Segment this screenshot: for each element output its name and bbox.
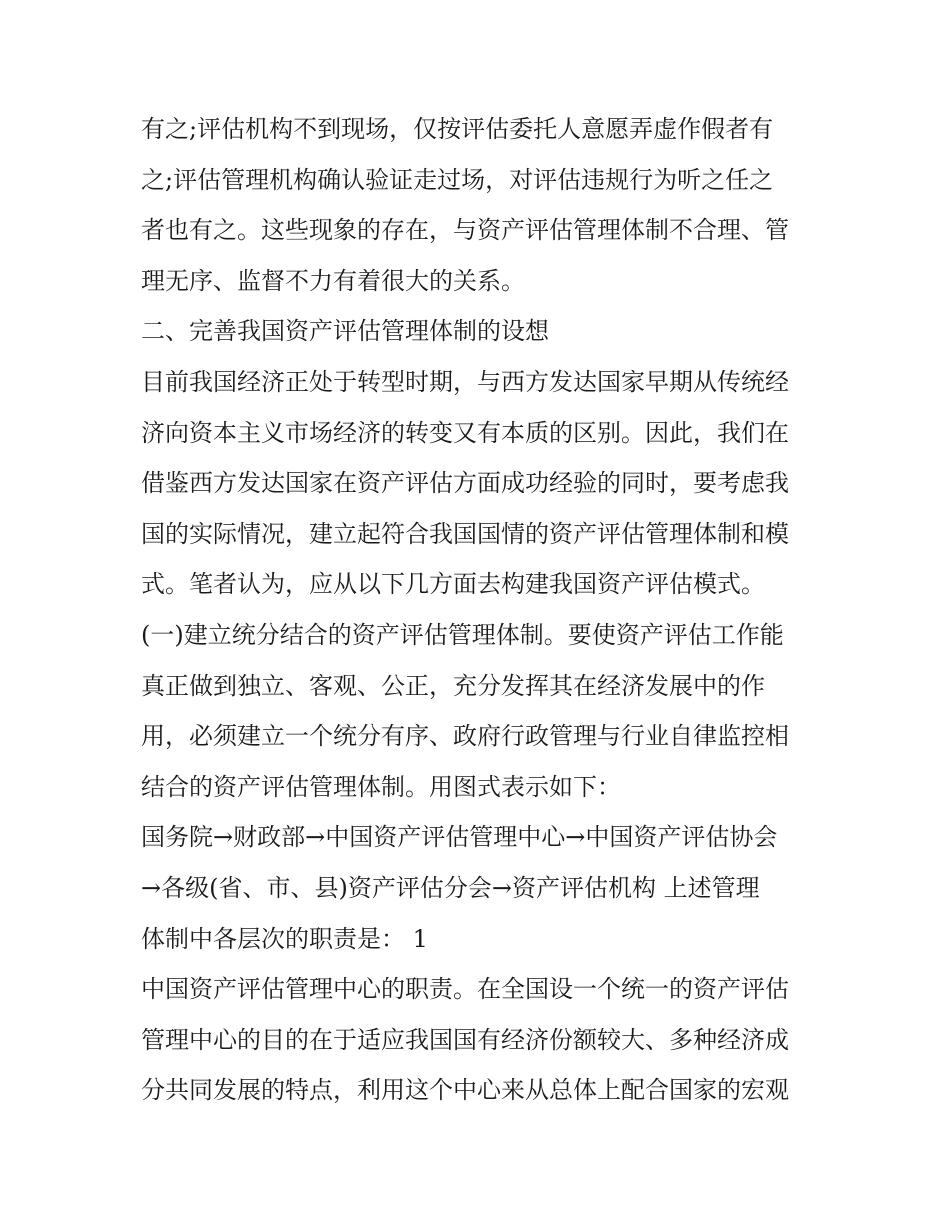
text-line: 借鉴西方发达国家在资产评估方面成功经验的同时，要考虑我 — [141, 469, 789, 498]
text-line: 式。笔者认为，应从以下几方面去构建我国资产评估模式。 — [141, 570, 765, 599]
text-line: 国的实际情况，建立起符合我国国情的资产评估管理体制和模 — [141, 519, 789, 548]
text-line: 分共同发展的特点，利用这个中心来从总体上配合国家的宏观 — [141, 1076, 789, 1105]
subsection-line: (一)建立统分结合的资产评估管理体制。要使资产评估工作能 — [141, 620, 784, 649]
text-line: 之;评估管理机构确认验证走过场，对评估违规行为听之任之 — [141, 165, 774, 194]
hierarchy-line: →各级(省、市、县)资产评估分会→资产评估机构 上述管理 — [141, 873, 760, 902]
text-line: 体制中各层次的职责是： 1 — [141, 924, 428, 953]
text-line: 中国资产评估管理中心的职责。在全国设一个统一的资产评估 — [141, 975, 789, 1004]
text-line: 者也有之。这些现象的存在，与资产评估管理体制不合理、管 — [141, 216, 789, 245]
text-line: 济向资本主义市场经济的转变又有本质的区别。因此，我们在 — [141, 418, 789, 447]
section-heading: 二、完善我国资产评估管理体制的设想 — [141, 317, 549, 346]
text-line: 目前我国经济正处于转型时期，与西方发达国家早期从传统经 — [141, 367, 789, 396]
text-line: 用，必须建立一个统分有序、政府行政管理与行业自律监控相 — [141, 722, 789, 751]
text-line: 结合的资产评估管理体制。用图式表示如下： — [141, 772, 621, 801]
hierarchy-line: 国务院→财政部→中国资产评估管理中心→中国资产评估协会 — [141, 823, 778, 852]
text-line: 管理中心的目的在于适应我国国有经济份额较大、多种经济成 — [141, 1025, 789, 1054]
text-line: 有之;评估机构不到现场，仅按评估委托人意愿弄虚作假者有 — [141, 115, 774, 143]
text-line: 理无序、监督不力有着很大的关系。 — [141, 266, 525, 295]
body-text — [141, 104, 821, 1116]
text-line: 真正做到独立、客观、公正，充分发挥其在经济发展中的作 — [141, 671, 765, 700]
